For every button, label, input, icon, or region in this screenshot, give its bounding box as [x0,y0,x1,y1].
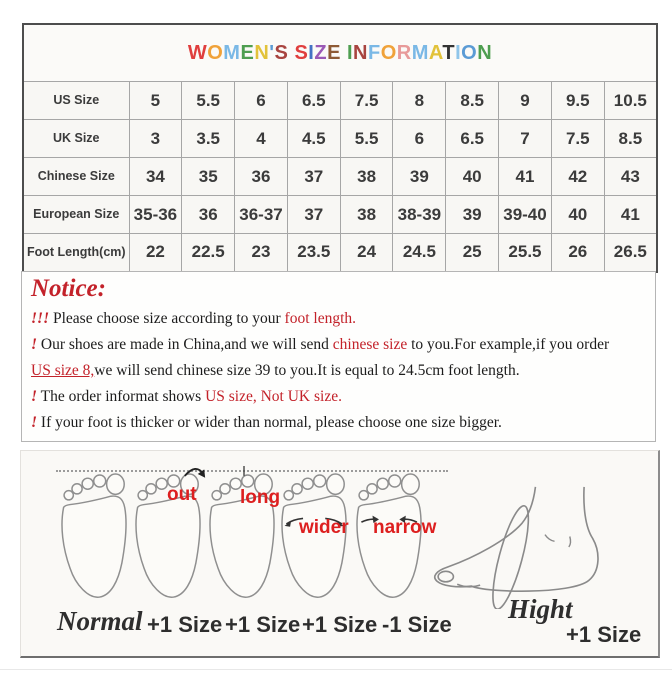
caption-plus1-long: +1 Size [225,612,301,637]
cell: 8.5 [446,82,499,120]
cell: 7.5 [551,120,604,158]
cell: 4.5 [287,120,340,158]
cell: 6 [393,120,446,158]
row-label: UK Size [23,120,129,158]
caption-minus1-narrow: -1 Size [382,612,452,637]
caption-normal: Normal [57,606,143,636]
cell: 26.5 [604,234,657,272]
cell: 37 [287,196,340,234]
cell: 39 [446,196,499,234]
notice-line-1: !!! Please choose size according to your foot length. [31,310,357,327]
cell: 40 [446,158,499,196]
cell: 42 [551,158,604,196]
cell: 7 [499,120,552,158]
caption-plus1-out: +1 Size [147,612,223,637]
cell: 8 [393,82,446,120]
cell: 5 [129,82,182,120]
notice-line-2: ! Our shoes are made in China,and we will send chinese size to you.For example,if you order [31,336,610,353]
cell: 35 [182,158,235,196]
cell: 38 [340,158,393,196]
cell: 40 [551,196,604,234]
cell: 24.5 [393,234,446,272]
cell: 43 [604,158,657,196]
cell: 23.5 [287,234,340,272]
cell: 37 [287,158,340,196]
notice-line-3: US size 8,we will send chinese size 39 to you.It is equal to 24.5cm foot length. [31,362,520,379]
label-narrow: narrow [373,517,437,538]
row-label: European Size [23,196,129,234]
cell: 24 [340,234,393,272]
cell: 38 [340,196,393,234]
cell: 6.5 [446,120,499,158]
row-label: US Size [23,82,129,120]
cell: 6 [235,82,288,120]
cell: 25.5 [499,234,552,272]
table-row-us-size [23,82,657,120]
cell: 26 [551,234,604,272]
size-table [22,23,658,273]
row-label: Chinese Size [23,158,129,196]
caption-hight-plus1: +1 Size [566,622,642,647]
label-long: long [240,487,281,508]
cell: 6.5 [287,82,340,120]
cell: 36 [182,196,235,234]
table-row-european-size [23,196,657,234]
cell: 41 [499,158,552,196]
foot-diagram-panel [20,450,660,658]
cell: 41 [604,196,657,234]
cell: 5.5 [340,120,393,158]
cell: 3 [129,120,182,158]
cell: 35-36 [129,196,182,234]
caption-plus1-wider: +1 Size [302,612,378,637]
cell: 39-40 [499,196,552,234]
cell: 34 [129,158,182,196]
cell: 23 [235,234,288,272]
side-foot-height-diagram [426,485,622,609]
table-row-foot-length [23,234,657,272]
cell: 22 [129,234,182,272]
cell: 5.5 [182,82,235,120]
caption-hight: Hight [508,594,573,624]
notice-heading: Notice: [31,275,106,302]
cell: 38-39 [393,196,446,234]
photo-edge-line [0,669,672,670]
footprint-normal [59,466,133,606]
label-wider: wider [299,517,349,538]
cell: 25 [446,234,499,272]
cell: 9 [499,82,552,120]
cell: 36-37 [235,196,288,234]
cell: 4 [235,120,288,158]
cell: 9.5 [551,82,604,120]
table-row-chinese-size [23,158,657,196]
cell: 22.5 [182,234,235,272]
cell: 7.5 [340,82,393,120]
notice-section [21,271,656,442]
table-row-uk-size [23,120,657,158]
cell: 36 [235,158,288,196]
page-title: WOMEN'S SIZE INFORMATION [187,41,493,64]
cell: 10.5 [604,82,657,120]
notice-line-5: ! If your foot is thicker or wider than normal, please choose one size bigger. [31,414,502,431]
notice-line-4: ! The order informat shows US size, Not UK size. [31,388,342,405]
cell: 3.5 [182,120,235,158]
label-out: out [167,484,197,505]
row-label: Foot Length(cm) [23,234,129,272]
cell: 39 [393,158,446,196]
cell: 8.5 [604,120,657,158]
